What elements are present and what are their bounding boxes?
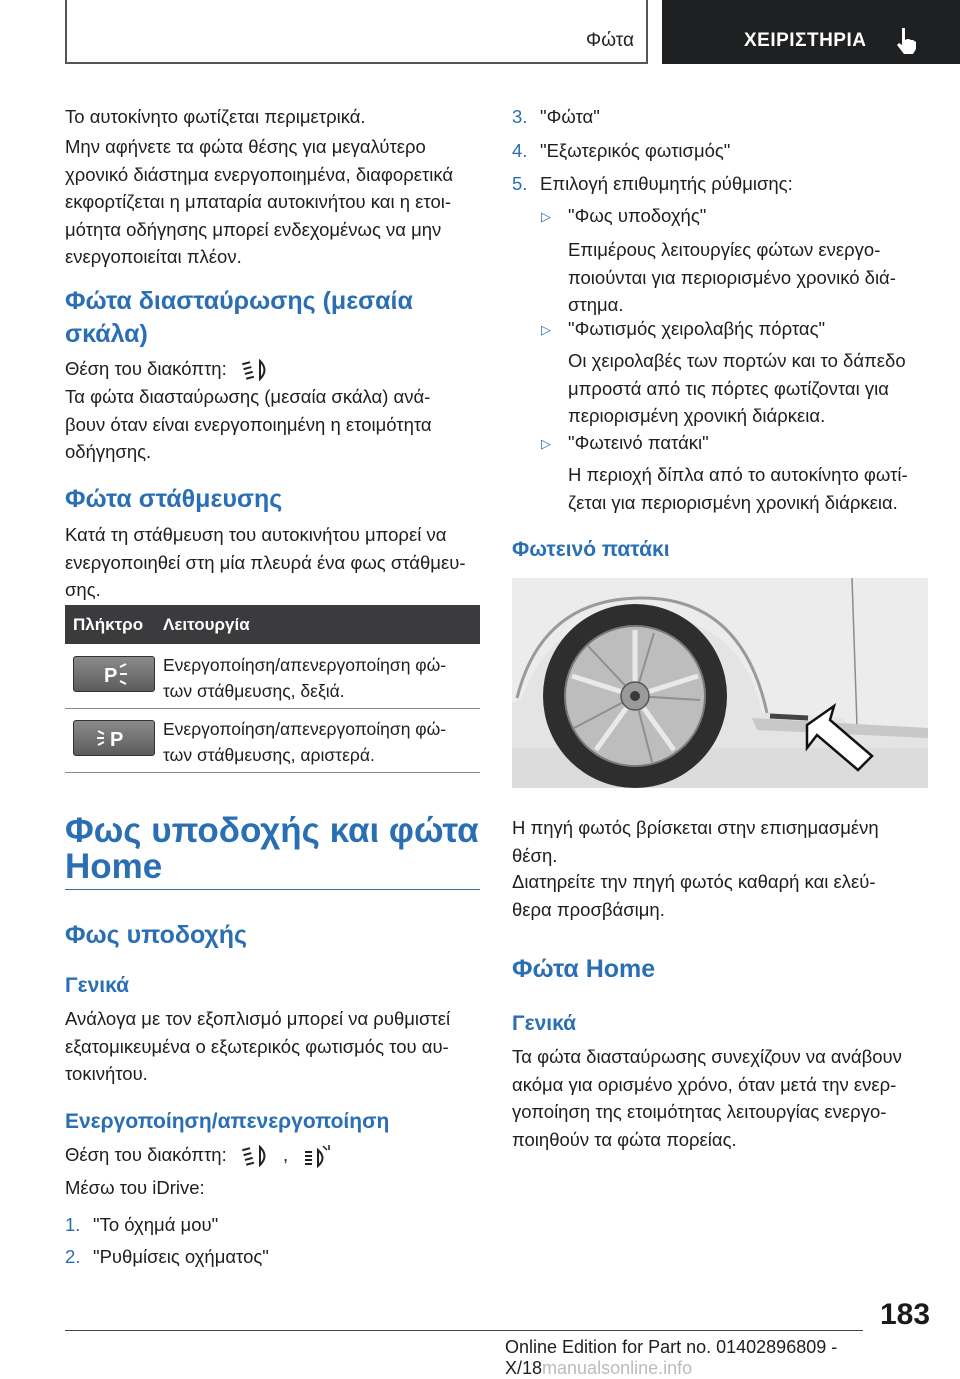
text-line: ακόμα για ορισμένο χρόνο, όταν μετά την ενερ-: [512, 1073, 897, 1095]
header-chapter-box: [662, 0, 960, 64]
text-line: τοκινήτου.: [65, 1063, 148, 1084]
text-line: οδήγησης.: [65, 441, 152, 462]
table-header: [65, 605, 480, 644]
text-line: μπροστά από τις πόρτες φωτίζονται για: [568, 377, 889, 399]
header-chapter-title: ΧΕΙΡΙΣΤΗΡΙΑ: [744, 30, 867, 51]
text-line: θερα προσβάσιμη.: [512, 898, 665, 920]
text-line: εξατομικευμένα ο εξωτερικός φωτισμός του αυ-: [65, 1035, 449, 1057]
parking-light-right-button[interactable]: [73, 656, 155, 692]
text-line: Επιμέρους λειτουργίες φώτων ενεργο-: [568, 239, 881, 260]
text-line: ενεργοποιηθεί στη μία πλευρά ένα φως στάθμευ-: [65, 551, 466, 573]
heading-parking-lights: Φώτα στάθμευσης: [65, 485, 283, 513]
footer-divider: [65, 1330, 863, 1331]
footer-watermark: manualsonline.info: [542, 1358, 693, 1378]
car-wheel-illustration: [512, 578, 928, 788]
text-line: ζεται για περιορισμένη χρονική διάρκεια.: [568, 491, 898, 513]
heading-rule: [65, 889, 480, 890]
header-section-box: [65, 0, 648, 64]
low-beam-icon: [242, 1145, 270, 1167]
option-title: "Φωτισμός χειρολαβής πόρτας": [568, 318, 826, 339]
heading-welcome-light: Φως υποδοχής: [65, 921, 248, 949]
table-row: [65, 708, 480, 773]
footer-edition: [505, 1337, 960, 1379]
text-line: των στάθμευσης, δεξιά.: [163, 681, 345, 701]
text-line: ενεργοποιείται πλέον.: [65, 246, 242, 267]
table-header-function: Λειτουργία: [163, 615, 250, 634]
heading-welcome-home-line2: Home: [65, 847, 163, 886]
low-beam-icon: [242, 359, 270, 381]
svg-text:P: P: [104, 665, 118, 687]
text-line: Ανάλογα με τον εξοπλισμό μπορεί να ρυθμιστεί: [65, 1008, 451, 1029]
step-text: "Φώτα": [540, 106, 600, 127]
via-idrive-text: Μέσω του iDrive:: [65, 1177, 205, 1198]
step-text: "Εξωτερικός φωτισμός": [540, 140, 731, 161]
step-number: 3.: [512, 106, 528, 127]
text-line: θέση.: [512, 844, 558, 866]
bullet-triangle-icon: ▷: [541, 322, 551, 337]
hand-pointer-icon: [894, 26, 920, 54]
text-line: μότητα οδήγησης μπορεί ενδεχομένως να μην: [65, 218, 442, 240]
heading-welcome-home-line1: Φως υποδοχής και φώτα: [65, 811, 479, 850]
page-number: 183: [880, 1298, 931, 1331]
switch-position-text: [65, 355, 270, 383]
step-number: 5.: [512, 173, 528, 194]
automatic-headlight-icon: [303, 1144, 333, 1168]
text-line: των στάθμευσης, αριστερά.: [163, 745, 375, 765]
table-row: [65, 644, 480, 709]
text-line: χρονικό διάστημα ενεργοποιημένα, διαφορετικά: [65, 163, 454, 185]
table-header-key: Πλήκτρο: [73, 615, 144, 634]
option-title: "Φωτεινό πατάκι": [568, 432, 709, 453]
parking-light-left-button[interactable]: [73, 720, 155, 756]
switch-position-text-2: [65, 1141, 333, 1169]
table-cell-function: [163, 716, 478, 768]
heading-general: Γενικά: [65, 974, 130, 997]
intro-text: Το αυτοκίνητο φωτίζεται περιμετρικά.: [65, 106, 366, 127]
parking-light-right-icon: [74, 657, 154, 691]
option-title: "Φως υποδοχής": [568, 205, 707, 226]
text-line: Η περιοχή δίπλα από το αυτοκίνητο φωτί-: [568, 464, 908, 485]
step-number: 1.: [65, 1214, 81, 1235]
heading-low-beam-line1: Φώτα διασταύρωσης (μεσαία: [65, 287, 413, 315]
text-line: Τα φώτα διασταύρωσης (μεσαία σκάλα) ανά-: [65, 386, 431, 407]
text-line: Ενεργοποίηση/απενεργοποίηση φώ-: [163, 655, 447, 675]
heading-home-lights: Φώτα Home: [512, 955, 656, 983]
step-text: Επιλογή επιθυμητής ρύθμισης:: [540, 173, 793, 194]
switch-position-label: Θέση του διακόπτη:: [65, 358, 227, 379]
step-text: "Το όχημά μου": [93, 1214, 219, 1235]
svg-text:P: P: [110, 729, 124, 751]
text-line: Ενεργοποίηση/απενεργοποίηση φώ-: [163, 719, 447, 739]
text-line: Κατά τη στάθμευση του αυτοκινήτου μπορεί να: [65, 524, 447, 545]
text-line: εκφορτίζεται η μπαταρία αυτοκινήτου και η ετοι-: [65, 191, 452, 212]
text-line: βουν όταν είναι ενεργοποιημένη η ετοιμότητα: [65, 413, 432, 435]
comma-separator: ,: [283, 1144, 289, 1165]
text-line: ποιούνται για περιορισμένο χρονικό διά-: [568, 266, 896, 288]
step-number: 2.: [65, 1246, 81, 1267]
bullet-triangle-icon: ▷: [541, 209, 551, 224]
heading-light-mat: Φωτεινό πατάκι: [512, 538, 670, 561]
text-line: γοποίηση της ετοιμότητας λειτουργίας ενεργο-: [512, 1101, 887, 1122]
heading-general: Γενικά: [512, 1012, 577, 1035]
heading-low-beam-line2: σκάλα): [65, 320, 148, 348]
table-cell-function: [163, 652, 478, 704]
header-section-title: Φώτα: [586, 30, 634, 51]
parking-light-left-icon: [74, 721, 154, 755]
switch-position-label: Θέση του διακόπτη:: [65, 1144, 227, 1165]
text-line: στημα.: [568, 294, 624, 315]
text-line: Οι χειρολαβές των πορτών και το δάπεδο: [568, 350, 906, 371]
footer-edition-text: Online Edition for Part no. 01402896809 - X/18: [505, 1337, 838, 1378]
step-number: 4.: [512, 140, 528, 161]
step-text: "Ρυθμίσεις οχήματος": [93, 1246, 269, 1267]
text-line: ποιηθούν τα φώτα πορείας.: [512, 1128, 737, 1150]
text-line: σης.: [65, 579, 101, 600]
heading-activation: Ενεργοποίηση/απενεργοποίηση: [65, 1110, 390, 1133]
text-line: Διατηρείτε την πηγή φωτός καθαρή και ελεύ-: [512, 871, 876, 892]
text-line: Τα φώτα διασταύρωσης συνεχίζουν να ανάβουν: [512, 1046, 902, 1067]
text-line: περιορισμένη χρονική διάρκεια.: [568, 405, 826, 426]
bullet-triangle-icon: ▷: [541, 436, 551, 451]
text-line: Η πηγή φωτός βρίσκεται στην επισημασμένη: [512, 817, 879, 838]
text-line: Μην αφήνετε τα φώτα θέσης για μεγαλύτερο: [65, 136, 426, 157]
